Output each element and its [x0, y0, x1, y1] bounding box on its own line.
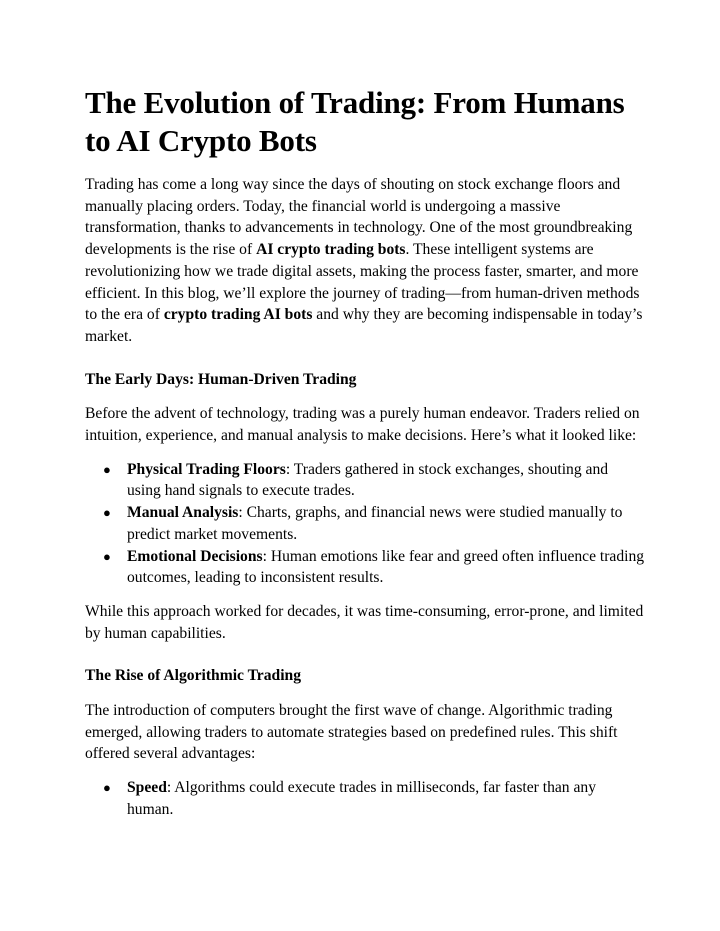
section-heading-early-days: The Early Days: Human-Driven Trading [85, 370, 357, 388]
intro-text-1: Trading has come a long way since the days of shouting on stock exchange floors and manually placing orders. Today, the financial world is undergoing a massive transformation, thanks to advancements in technology. One of the most groundbreaking developments is the rise of [85, 176, 633, 259]
list-item-term: Physical Trading Floors [127, 460, 286, 478]
list-item-term: Emotional Decisions [127, 547, 263, 565]
page-title: The Evolution of Trading: From Humans to AI Crypto Bots [85, 85, 625, 158]
intro-bold-1: AI crypto trading bots [256, 241, 406, 259]
section-heading-algorithmic: The Rise of Algorithmic Trading [85, 667, 302, 685]
intro-bold-2: crypto trading AI bots [163, 306, 313, 324]
early-days-list [85, 459, 645, 589]
list-item-text: : Human emotions like fear and greed often influence trading outcomes, leading to inconsistent results. [127, 547, 645, 587]
bullet-icon: ● [103, 780, 111, 796]
list-item-text: : Traders gathered in stock exchanges, shouting and using hand signals to execute trades. [127, 460, 609, 500]
algorithmic-paragraph: The introduction of computers brought the first wave of change. Algorithmic trading emerged, allowing traders to automate strategies based on predefined rules. This shift offered several advantages: [85, 702, 618, 763]
list-item-term: Speed [127, 779, 167, 797]
early-days-paragraph: Before the advent of technology, trading was a purely human endeavor. Traders relied on intuition, experience, and manual analysis to make decisions. Here’s what it looked like: [85, 405, 640, 445]
bullet-icon: ● [103, 548, 111, 564]
bullet-icon: ● [103, 505, 111, 521]
intro-text-2: . These intelligent systems are revolutionizing how we trade digital assets, making the process faster, smarter, and more efficient. In this blog, we’ll explore the journey of trading—from human-driven methods to the era of [85, 241, 640, 324]
document-page [85, 84, 645, 821]
early-days-closing-paragraph: While this approach worked for decades, it was time-consuming, error-prone, and limited by human capabilities. [85, 602, 644, 642]
intro-paragraph [85, 174, 645, 348]
algorithmic-list [85, 777, 645, 820]
list-item-text: : Charts, graphs, and financial news were studied manually to predict market movements. [127, 504, 623, 543]
list-item-term: Manual Analysis [127, 504, 239, 522]
list-item-text: : Algorithms could execute trades in milliseconds, far faster than any human. [127, 779, 597, 818]
list-item [85, 777, 645, 820]
list-item [85, 546, 645, 589]
list-item [85, 502, 645, 545]
intro-text-3: and why they are becoming indispensable in today’s market. [85, 306, 643, 345]
bullet-icon: ● [103, 461, 111, 477]
list-item [85, 459, 645, 502]
